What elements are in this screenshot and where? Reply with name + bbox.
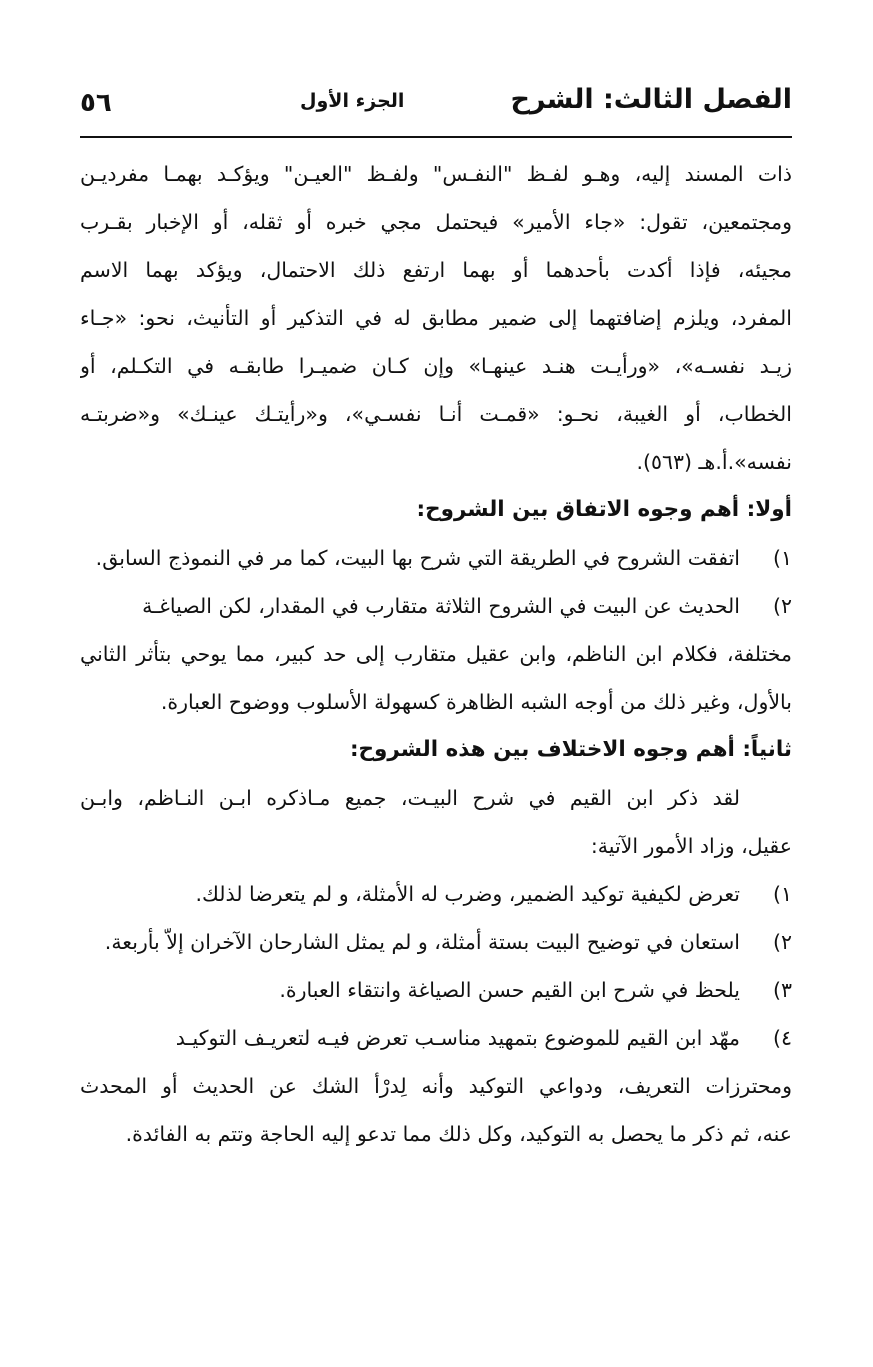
page-number: ٥٦ <box>80 88 112 118</box>
text-line: مجيئه، فإذا أكدت بأحدهما أو بهما ارتفع ذلك الاحتمال، ويؤكد بهما الاسم <box>80 258 792 282</box>
paragraph-2 <box>80 774 792 870</box>
list-item <box>80 582 792 630</box>
text-line: ومجتمعين، تقول: «جاء الأمير» فيحتمل مجي خبره أو ثقله، أو الإخبار بقـرب <box>80 210 792 234</box>
item-number: ٣) <box>772 978 792 1002</box>
item-text: استعان في توضيح البيت بستة أمثلة، و لم يمثل الشارحان الآخران إلاّ بأربعة. <box>104 930 740 954</box>
item-text: اتفقت الشروح في الطريقة التي شرح بها البيت، كما مر في النموذج السابق. <box>95 546 740 570</box>
text-line: نفسه».أ.هـ (٥٦٣). <box>636 450 792 474</box>
running-header <box>80 84 792 134</box>
item-text: مهّد ابن القيم للموضوع بتمهيد مناسـب تعرض فيـه لتعريـف التوكيـد <box>175 1026 740 1050</box>
page-body <box>80 150 792 1158</box>
differences-list <box>80 870 792 1158</box>
text-line: ومحترزات التعريف، ودواعي التوكيد وأنه لِدرْأ الشك عن الحديث أو المحدث <box>80 1074 792 1098</box>
text-line: المفرد، ويلزم إضافتهما إلى ضمير مطابق له في التذكير أو التأنيث، نحو: «جـاء <box>80 306 792 330</box>
text-line: عنه، ثم ذكر ما يحصل به التوكيد، وكل ذلك مما تدعو إليه الحاجة وتتم به الفائدة. <box>125 1122 792 1146</box>
part-title: الجزء الأول <box>300 90 405 112</box>
item-number: ٢) <box>772 594 792 618</box>
item-text: تعرض لكيفية توكيد الضمير، وضرب له الأمثلة، و لم يتعرضا لذلك. <box>195 882 740 906</box>
agreement-list <box>80 534 792 726</box>
section-heading-differences: ثانياً: أهم وجوه الاختلاف بين هذه الشروح: <box>349 737 792 762</box>
item-number: ٤) <box>772 1026 792 1050</box>
list-item <box>80 918 792 966</box>
list-item <box>80 966 792 1014</box>
list-item <box>80 1014 792 1062</box>
item-number: ١) <box>772 882 792 906</box>
text-line: لقد ذكر ابن القيم في شرح البيـت، جميع مـاذكره ابـن النـاظم، وابـن <box>80 786 740 810</box>
text-line: الخطاب، أو الغيبة، نحـو: «قمـت أنـا نفسـي»، و«رأيتـك عينـك» و«ضربتـه <box>80 402 792 426</box>
item-number: ١) <box>772 546 792 570</box>
text-line: بالأول، وغير ذلك من أوجه الشبه الظاهرة كسهولة الأسلوب ووضوح العبارة. <box>160 690 792 714</box>
header-rule <box>80 136 792 138</box>
text-line: زيـد نفسـه»، «ورأيـت هنـد عينهـا» وإن كـان ضميـرا طابقـه في التكـلم، أو <box>80 354 792 378</box>
text-line: ذات المسند إليه، وهـو لفـظ "النفـس" ولفـظ "العيـن" ويؤكـد بهمـا مفرديـن <box>80 162 792 186</box>
item-text: الحديث عن البيت في الشروح الثلاثة متقارب في المقدار، لكن الصياغـة <box>142 594 740 618</box>
paragraph-1 <box>80 150 792 486</box>
section-heading-agreement: أولا: أهم وجوه الاتفاق بين الشروح: <box>416 497 792 522</box>
list-item <box>80 534 792 582</box>
item-number: ٢) <box>772 930 792 954</box>
chapter-title: الفصل الثالث: الشرح <box>510 84 792 115</box>
item-text: يلحظ في شرح ابن القيم حسن الصياغة وانتقاء العبارة. <box>279 978 740 1002</box>
text-line: عقيل، وزاد الأمور الآتية: <box>590 834 792 858</box>
text-line: مختلفة، فكلام ابن الناظم، وابن عقيل متقارب إلى حد كبير، مما يوحي بتأثر الثاني <box>80 642 792 666</box>
list-item <box>80 870 792 918</box>
